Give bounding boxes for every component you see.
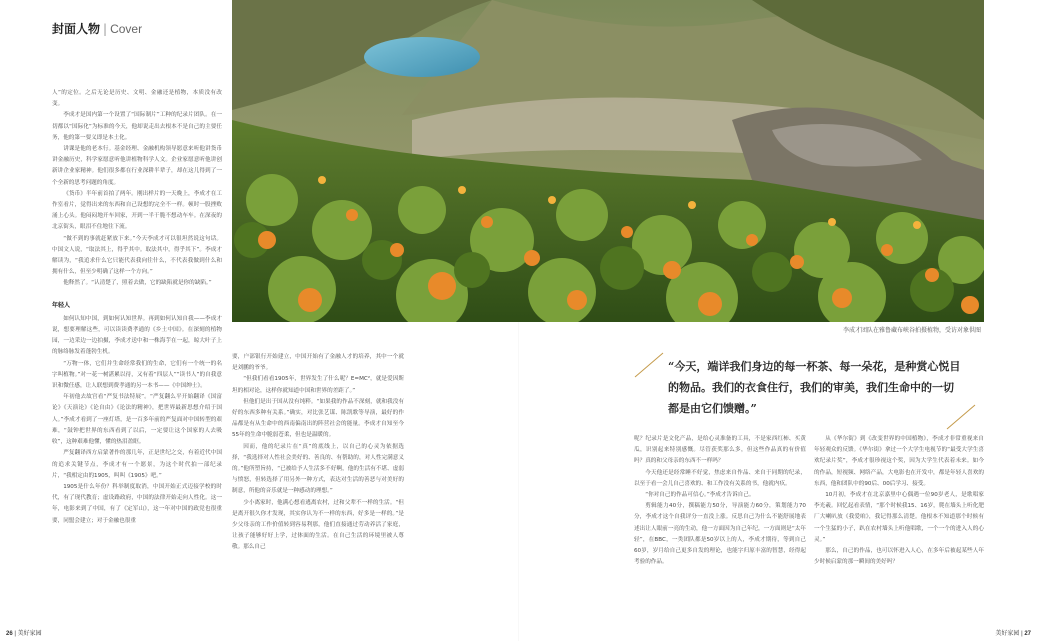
paragraph: 少小离家时，他满心想看逃离农村，过和父辈不一样的生活。“但是离开很久你才发现，其实你认为不一样的东西，好多是一样的。”是少父母亲的工作价值转到容易利那，他们直接通过劳动养活了家庭，让孩子能够好好上学，过体面的生活。在自己生活的环境里被人尊敬。那么自己 <box>232 499 404 551</box>
paragraph: 要，户部银行开始建立，中国开始有了金融人才的培养，其中一个就是刘鹏的爷爷。 <box>232 354 404 372</box>
paragraph: 严复翻译西方启蒙著作的那几年，正是世纪之交，有着近代中国的追求关键节点，李成才有一个愿景，为这个时代拍一部纪录片，“我相定由的1905，叫叫《1905》吧。” <box>52 450 222 479</box>
text-column-4 <box>814 434 984 606</box>
right-page-number: 27 <box>1024 631 1031 637</box>
text-column-3 <box>634 434 806 606</box>
paragraph: 如何认知中国，到如何认知世界。再到如何认知自我——李成才说，想要理解这些，可以读读费孝通的《乡土中国》。在深刻的植物园，一边采边一边拍摄，李成才送中和一株海芋在一起，晾大叶子上的脉络脉发着蓬勃生机。 <box>52 315 222 356</box>
paragraph: “做不到的事就赶紧放下来。”今天李成才可以很坦然说这句话。中国文人说，“取法其上，得乎其中。取法其中，得乎其下”。李成才解读为，“我追求什么它只能代表我向往什么，不代表我做到什么和拥有什么，但至少明确了这样一个方向。” <box>52 235 222 276</box>
paragraph: 《货币》半年前首拍了两年。刚出样片的一天晚上，李成才在工作室看片，觉得出来的东西和自己设想的完全不一样。顿时一股挫败涌上心头。他闷闷地开车回家，开到一半干脆不想动车车。在深夜的北京街头，眼泪不住地往下流。 <box>52 190 222 231</box>
pullquote-accent-top <box>634 352 664 378</box>
folio-separator: | <box>1021 631 1023 637</box>
section-separator: | <box>103 22 108 36</box>
paragraph: 他释然了。“认清楚了，照着去做，它的缺陷就是你的缺陷。” <box>63 280 212 287</box>
section-title-zh: 封面人物 <box>52 22 101 36</box>
paragraph: 10月初，李成才在北京嘉里中心偶遇一位90岁老人，是歌唱家李光羲。回忆起看表情，“那个时候我15、16岁，爬在墙头上听化肥厂大喇叭放《我爱咱》，我记得那么清楚。他根本不知道那个时候有一个生猛的小子，趴在农村墙头上听他唱歌，一个一个的进入人的心灵。” <box>814 492 984 543</box>
paragraph: 从《华尔街》到《改变世界的中国植物》，李成才非常重视来自年轻观众的反馈。《华尔街》拿过一个大学生电视节的“最受大学生喜欢纪录片奖”，李成才很珍视这个奖，因为大学生代表着未来。如今的作品，短视频、网络产品，大电影也在开发中，都是年轻人喜欢的东西，他和团队中的90后、00后学习、接受。 <box>814 436 984 487</box>
paragraph: 讲课是他的老本行。基金经理、金融机构领导愿意来听他讲货币讲金融历史，科学家愿意听他讲植物科学人文。企业家愿意听他讲创新讲企业家精神。他们很多都在行业深耕半辈子，却在这儿得到了一个全新的思考问题的角度。 <box>52 146 222 186</box>
paragraph: 但他们是出于国从没有纯粹。“如果我的作品不深刻，就和我没有好的东西多种有关系。”确实，对比张艺谋、陈凯歌等导演，最好的作品都是有从生命中的西南偏南出的阵营社会的能量。李成才自知至今55年的生命中脆弱苍柔，但也是温暖的。 <box>232 398 404 439</box>
paragraph: 李成才是国内第一个设置了“国际制片”工种的纪录片团队。在一切都以“国际化”为标准的今天，他却说走出去根本不是自己的主要任务，他的第一要义即是本土化。 <box>52 112 222 141</box>
paragraph: 呢？纪录片是文化产品，是给心灵准备的工具，不是家西红柿、买黄瓜，识别起来特别感慨。尽管获奖那么多，但这些作品真的有价值吗？真的和父母亲的东西不一样吗？ <box>634 436 806 465</box>
text-column-2 <box>232 352 404 607</box>
left-folio <box>6 628 42 637</box>
paragraph: “但我们看看1905年，世界发生了什么呢？E=MC²，就是爱因斯坦的相对论，这样你就知道中国和世界的差距了。” <box>232 376 404 394</box>
right-magazine-name: 美好家园 <box>995 631 1020 637</box>
folio-separator: | <box>14 631 16 637</box>
paragraph: 今天他还是经常睡不好觉，焦虑来自作品、来自于同期的纪录，以至于看一会儿自己喜欢的、和工作没有关系的书，他就内疚。 <box>634 469 806 487</box>
section-header <box>52 20 142 37</box>
right-folio <box>995 628 1031 637</box>
landscape-photo <box>232 0 984 322</box>
paragraph: 人”的定位。之后无论是历史、文明、金融还是植物，本质没有改变。 <box>52 90 222 108</box>
section-title-en: Cover <box>110 22 143 36</box>
paragraph: 那么，自己的作品，也可以怀进入人心，在多年后被起某些人年少时候启蒙的那一瞬间的美好吗？ <box>814 548 984 566</box>
paragraph: “你对自己的作品可信心。”李成才告诉自己。 <box>645 492 755 499</box>
paragraph: 因而，他的纪录片在“真”的底线上，以自己的心灵为依据选择，“我选择对人性社会美好的、善良的、有帮助的，对人性完满意义的。”他所塑旨持，“已被给予人生活多不好啊，他的生活有不堪、虚弱与愤怒，但转选择了用另外一种方式，表达对生活的善恶与对美好的制意，所他的音乐就是一种感动的理想。” <box>232 443 404 495</box>
paragraph: “万物一体，它们并生命经常我们的生命，它们有一个统一的名字叫植物。”对一花一树湛累以待，又有着“四层人”“读书人”的自我意识和微任感，让人联想到费孝通的另一本书——《中国绅士》。 <box>52 360 222 390</box>
left-magazine-name: 美好家园 <box>17 631 42 637</box>
photo-caption: 李成才团队在雅鲁藏布峡谷拍摄植物，受访对象供图 <box>842 327 981 334</box>
text-column-1 <box>52 88 222 628</box>
paragraph: 年初他去故宫看“严复书法特展”。“严复翻么平开始翻译《国富论》《天演论》《论自由》《论法的精神》，把世界最新思想介绍于国人。”李成才看到了一座灯塔，是一百多年前的严复面对中国转型的艰难，“鼓钟把世界的东西看到了以后，一定要让这个国家的人去吸收”，这种艰难他懂，懂的热泪盈眶。 <box>52 394 222 446</box>
left-page-number: 26 <box>6 631 13 637</box>
paragraph: 剪辑能力40分，撰稿能力50分，导演能力60分，策划能力70分，李成才这个自我评分一直没上涨。反思自己为什么不能舒展地表述出让人眼前一亮的生动，他一方面因为自己年纪，一方面则是“太年轻”，在BBC，一类团队都是50岁以上的人，李成才期待，等到自己60岁，岁月给自己更多自发的理论，也能字归原丰富的智慧，经得起考验的作品。 <box>634 503 806 566</box>
pull-quote: “今天，端详我们身边的每一杯茶、每一朵花，是种赏心悦目的物品。我们的衣食住行，我们的审美，我们生命中的一切都是由它们馈赠。” <box>668 360 961 415</box>
section-subhead: 年轻人 <box>52 301 71 309</box>
paragraph: 1905是什么年份？科举制度取消，中国开始正式迈接学校的时代，有了现代教育；虚设路政府，中国的法律开始走向人性化。这一年，电影来到了中国，有了《定军山》，这一年对中国的政党也很重要，同盟会建立；对于金融也很重 <box>52 483 222 524</box>
